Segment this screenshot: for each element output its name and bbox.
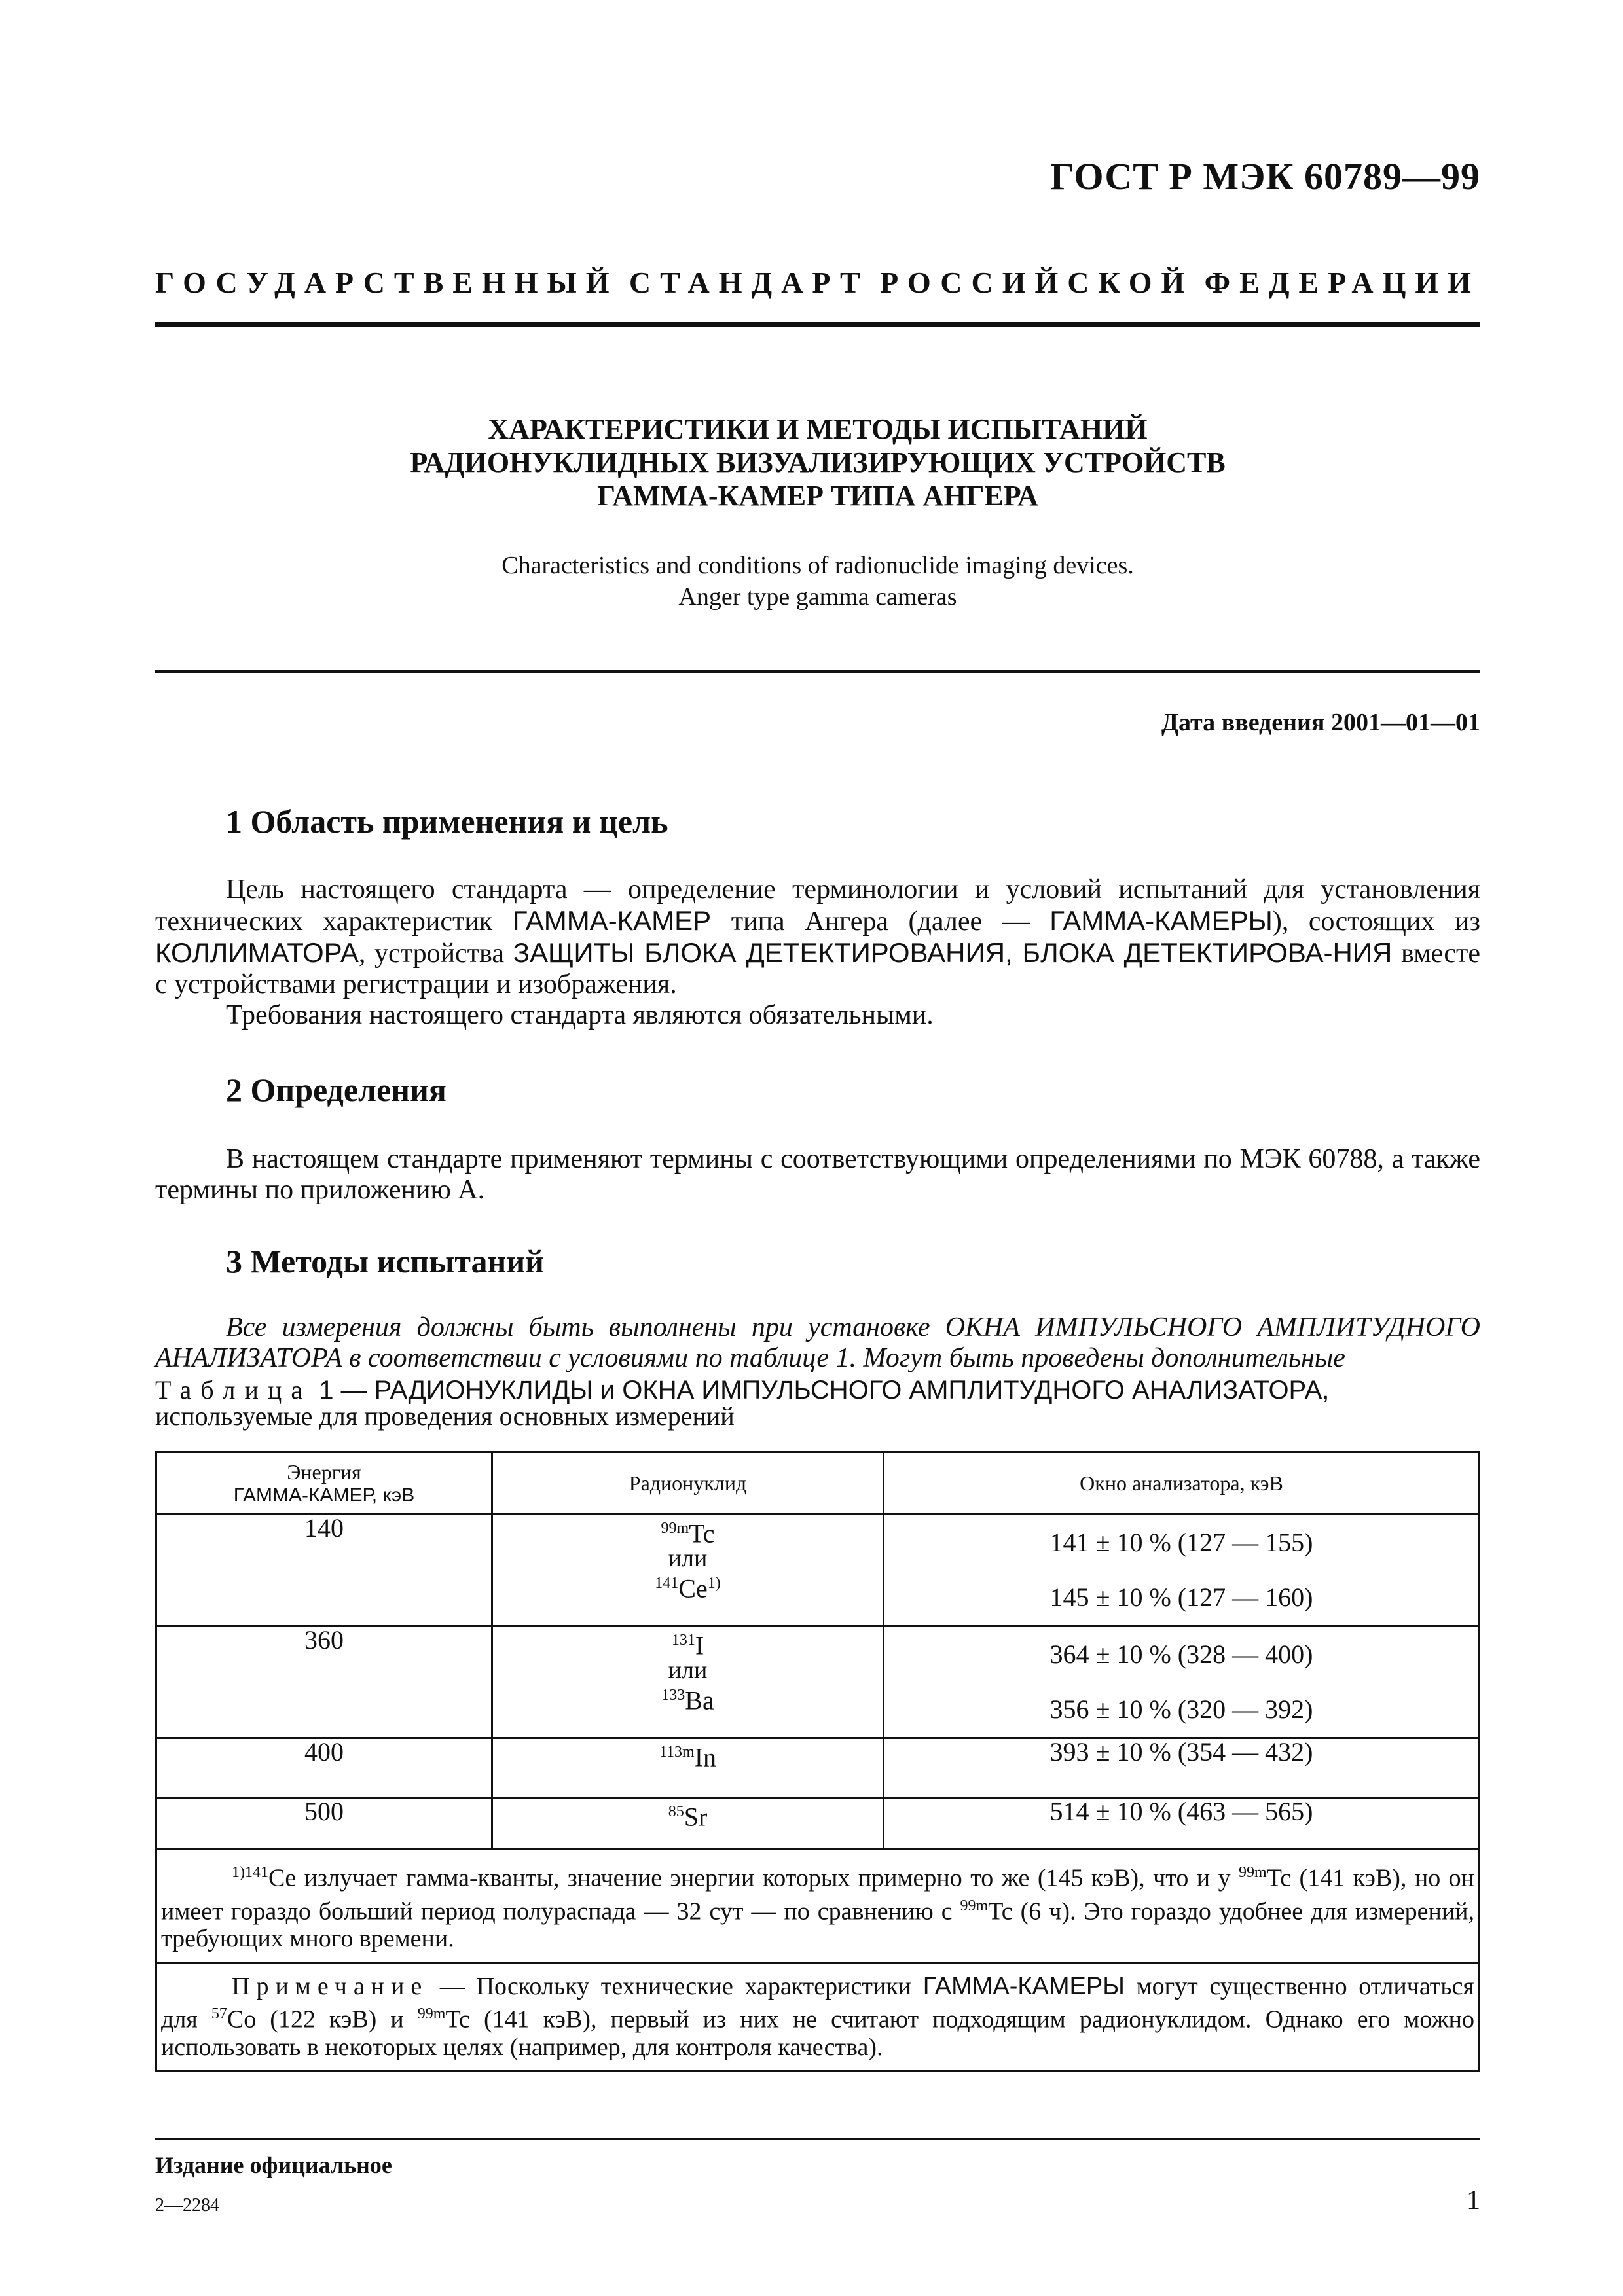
section-1-paragraph-1: Цель настоящего стандарта — определение терминологии и условий испытаний для установления технических характеристик ГАММА-КАМЕР типа Ангера (далее — ГАММА-КАМЕРЫ), состоящих из КОЛЛИМАТОРА, устройства ЗАЩИТЫ БЛОКА ДЕТЕКТИРОВАНИЯ, БЛОКА ДЕТЕКТИРОВА-НИЯ вместе с устройствами регистрации и изображения. — [155, 874, 1480, 999]
table-caption-line-2: используемые для проведения основных измерений — [155, 1401, 735, 1431]
header-energy: Энергия ГАММА-КАМЕР, кэВ — [156, 1452, 492, 1515]
table-header-row — [156, 1452, 1480, 1515]
document-title — [155, 412, 1480, 512]
banner-word-1: ГОСУДАРСТВЕННЫЙ — [155, 266, 619, 299]
banner-word-3: РОССИЙСКОЙ — [880, 266, 1194, 299]
english-title-line-2: Anger type gamma cameras — [678, 583, 957, 611]
cell-radionuclide: $^{113m}$In — [492, 1738, 884, 1798]
title-line-2: РАДИОНУКЛИДНЫХ ВИЗУАЛИЗИРУЮЩИХ УСТРОЙСТВ — [410, 446, 1226, 478]
section-2-body — [155, 1144, 1480, 1206]
section-1-heading: 1 Область применения и цель — [226, 803, 668, 840]
title-line-3: ГАММА-КАМЕР ТИПА АНГЕРА — [597, 480, 1038, 512]
print-code: 2—2284 — [155, 2195, 219, 2215]
table-footnote-row — [156, 1849, 1480, 1963]
page-number: 1 — [1467, 2185, 1480, 2215]
cell-analyzer-window: 514 ± 10 % (463 — 565) — [884, 1798, 1480, 1849]
cell-radionuclide: $^{131}$I или $^{133}$Ba — [492, 1626, 884, 1738]
document-code: ГОСТ Р МЭК 60789—99 — [1050, 155, 1480, 198]
english-title-line-1: Characteristics and conditions of radionuclide imaging devices. — [501, 552, 1134, 579]
table-note: Примечание — Поскольку технические характеристики ГАММА-КАМЕРЫ могут существенно отличаться для $^{57}$Co (122 кэВ) и $^{99m}$Tc (141 кэВ), первый из них не считают подходящим радионуклидом. Однако его можно использовать в некоторых целях (например, для контроля качества). — [156, 1963, 1480, 2072]
table-caption-line-1: Таблица 1 — РАДИОНУКЛИДЫ и ОКНА ИМПУЛЬСНОГО АМПЛИТУДНОГО АНАЛИЗАТОРА, — [155, 1375, 1330, 1405]
cell-energy: 500 — [156, 1798, 492, 1849]
footer-rule — [155, 2138, 1480, 2140]
state-standard-banner — [155, 265, 1480, 300]
section-3-body — [155, 1312, 1480, 1374]
section-3-paragraph-1: Все измерения должны быть выполнены при установке ОКНА ИМПУЛЬСНОГО АМПЛИТУДНОГО АНАЛИЗАТОРА в соответствии с условиями по таблице 1. Могут быть проведены дополнительные — [155, 1312, 1480, 1373]
table-row — [156, 1798, 1480, 1849]
cell-analyzer-window: 141 ± 10 % (127 — 155) 145 ± 10 % (127 — 160) — [884, 1515, 1480, 1626]
section-2-heading: 2 Определения — [226, 1071, 447, 1108]
introduction-date: Дата введения 2001—01—01 — [1161, 709, 1480, 736]
section-1-body — [155, 874, 1480, 1031]
official-edition-label: Издание официальное — [155, 2152, 392, 2178]
header-rule — [155, 322, 1480, 327]
cell-radionuclide: $^{99m}$Tc или $^{141}$Ce$^{1)}$ — [492, 1515, 884, 1626]
section-3-heading: 3 Методы испытаний — [226, 1243, 544, 1280]
table-note-row — [156, 1963, 1480, 2072]
cell-energy: 140 — [156, 1515, 492, 1626]
english-title — [155, 550, 1480, 613]
cell-energy: 360 — [156, 1626, 492, 1738]
title-rule — [155, 670, 1480, 673]
section-1-paragraph-2: Требования настоящего стандарта являются обязательными. — [226, 1000, 934, 1030]
cell-radionuclide: $^{85}$Sr — [492, 1798, 884, 1849]
section-2-paragraph-1: В настоящем стандарте применяют термины с соответствующими определениями по МЭК 60788, а также термины по приложению А. — [155, 1144, 1480, 1205]
header-analyzer-window: Окно анализатора, кэВ — [884, 1452, 1480, 1515]
header-radionuclide: Радионуклид — [492, 1452, 884, 1515]
table-caption — [155, 1377, 1480, 1429]
table-row — [156, 1738, 1480, 1798]
banner-word-4: ФЕДЕРАЦИИ — [1204, 266, 1480, 299]
cell-energy: 400 — [156, 1738, 492, 1798]
radionuclide-table — [155, 1451, 1480, 2072]
table-footnote: $^{1)141}$Ce излучает гамма-кванты, значение энергии которых примерно то же (145 кэВ), что и у $^{99m}$Tc (141 кэВ), но он имеет гораздо больший период полураспада — 32 сут — по сравнению с $^{99m}$Tc (6 ч). Это гораздо удобнее для измерений, требующих много времени. — [156, 1849, 1480, 1963]
cell-analyzer-window: 393 ± 10 % (354 — 432) — [884, 1738, 1480, 1798]
table-row — [156, 1626, 1480, 1738]
table-row — [156, 1515, 1480, 1626]
title-line-1: ХАРАКТЕРИСТИКИ И МЕТОДЫ ИСПЫТАНИЙ — [488, 413, 1148, 445]
cell-analyzer-window: 364 ± 10 % (328 — 400) 356 ± 10 % (320 — 392) — [884, 1626, 1480, 1738]
banner-word-2: СТАНДАРТ — [629, 266, 869, 299]
